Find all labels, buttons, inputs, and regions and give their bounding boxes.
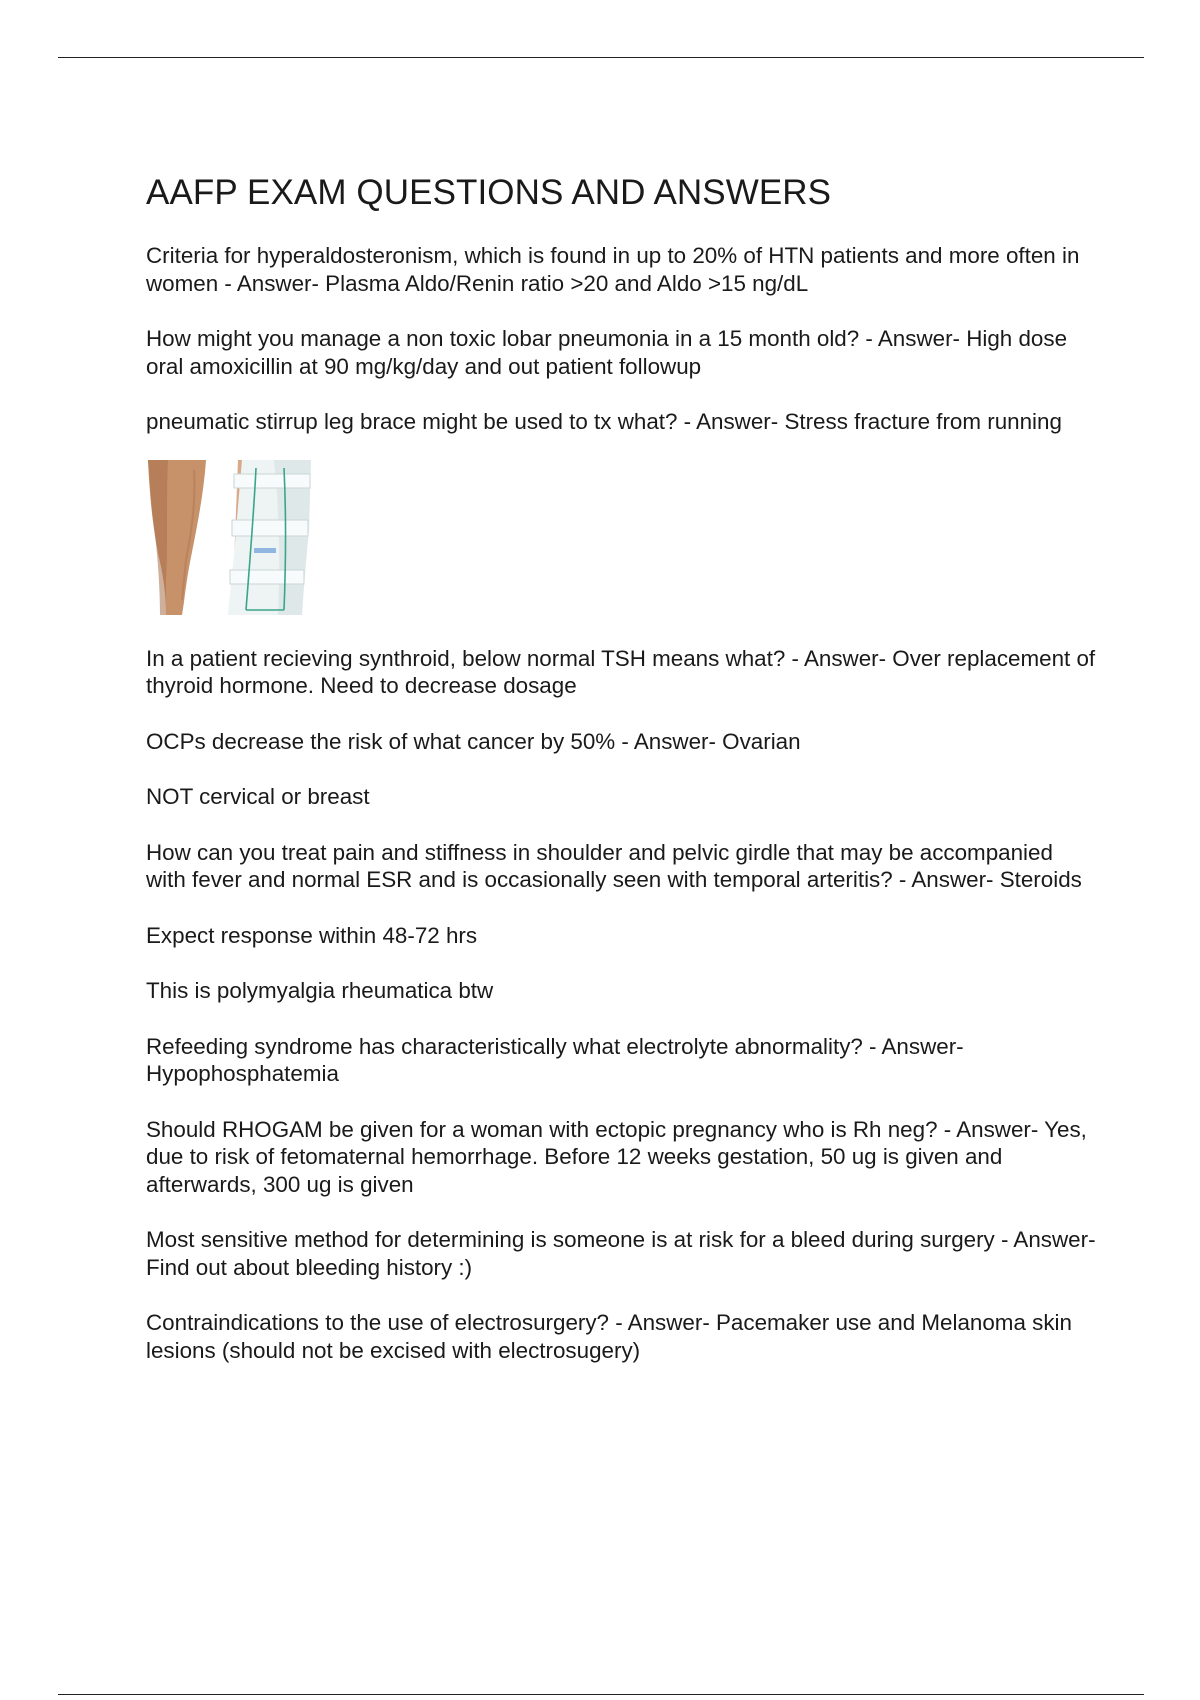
qa-paragraph: OCPs decrease the risk of what cancer by 50% - Answer- Ovarian [146, 728, 801, 754]
page-top-rule [58, 57, 1144, 58]
qa-paragraph: How can you treat pain and stiffness in shoulder and pelvic girdle that may be accompanied with fever and normal ESR and is occasionally seen with temporal arteritis? - Answer- Steroids [146, 839, 1082, 892]
page-bottom-rule [58, 1694, 1144, 1695]
qa-paragraph: Expect response within 48-72 hrs [146, 922, 478, 948]
qa-paragraph: Criteria for hyperaldosteronism, which is found in up to 20% of HTN patients and more often in women - Answer- Plasma Aldo/Renin ratio >20 and Aldo >15 ng/dL [146, 243, 1080, 296]
qa-paragraph: Most sensitive method for determining is someone is at risk for a bleed during surgery - Answer- Find out about bleeding history :) [146, 1227, 1096, 1280]
qa-paragraph: In a patient recieving synthroid, below normal TSH means what? - Answer- Over replacement of thyroid hormone. Need to decrease dosage [146, 645, 1096, 698]
qa-paragraph: pneumatic stirrup leg brace might be used to tx what? - Answer- Stress fracture from running [146, 409, 1062, 434]
qa-paragraph: Refeeding syndrome has characteristically what electrolyte abnormality? - Answer- Hypophosphatemia [146, 1033, 964, 1086]
qa-paragraph: How might you manage a non toxic lobar pneumonia in a 15 month old? - Answer- High dose oral amoxicillin at 90 mg/kg/day and out patient followup [146, 326, 1068, 379]
document-title: AAFP EXAM QUESTIONS AND ANSWERS [146, 173, 832, 212]
qa-paragraph: NOT cervical or breast [146, 784, 370, 809]
qa-paragraph: Contraindications to the use of electrosurgery? - Answer- Pacemaker use and Melanoma skin lesions (should not be excised with electrosugery) [146, 1310, 1072, 1363]
qa-paragraph: This is polymyalgia rheumatica btw [146, 978, 494, 1003]
qa-paragraph: Should RHOGAM be given for a woman with ectopic pregnancy who is Rh neg? - Answer- Yes, due to risk of fetomaternal hemorrhage. Before 12 weeks gestation, 50 ug is given and afterwards, 300 ug is given [146, 1116, 1087, 1197]
document-body [146, 172, 1096, 1392]
leg-brace-image [146, 460, 311, 615]
